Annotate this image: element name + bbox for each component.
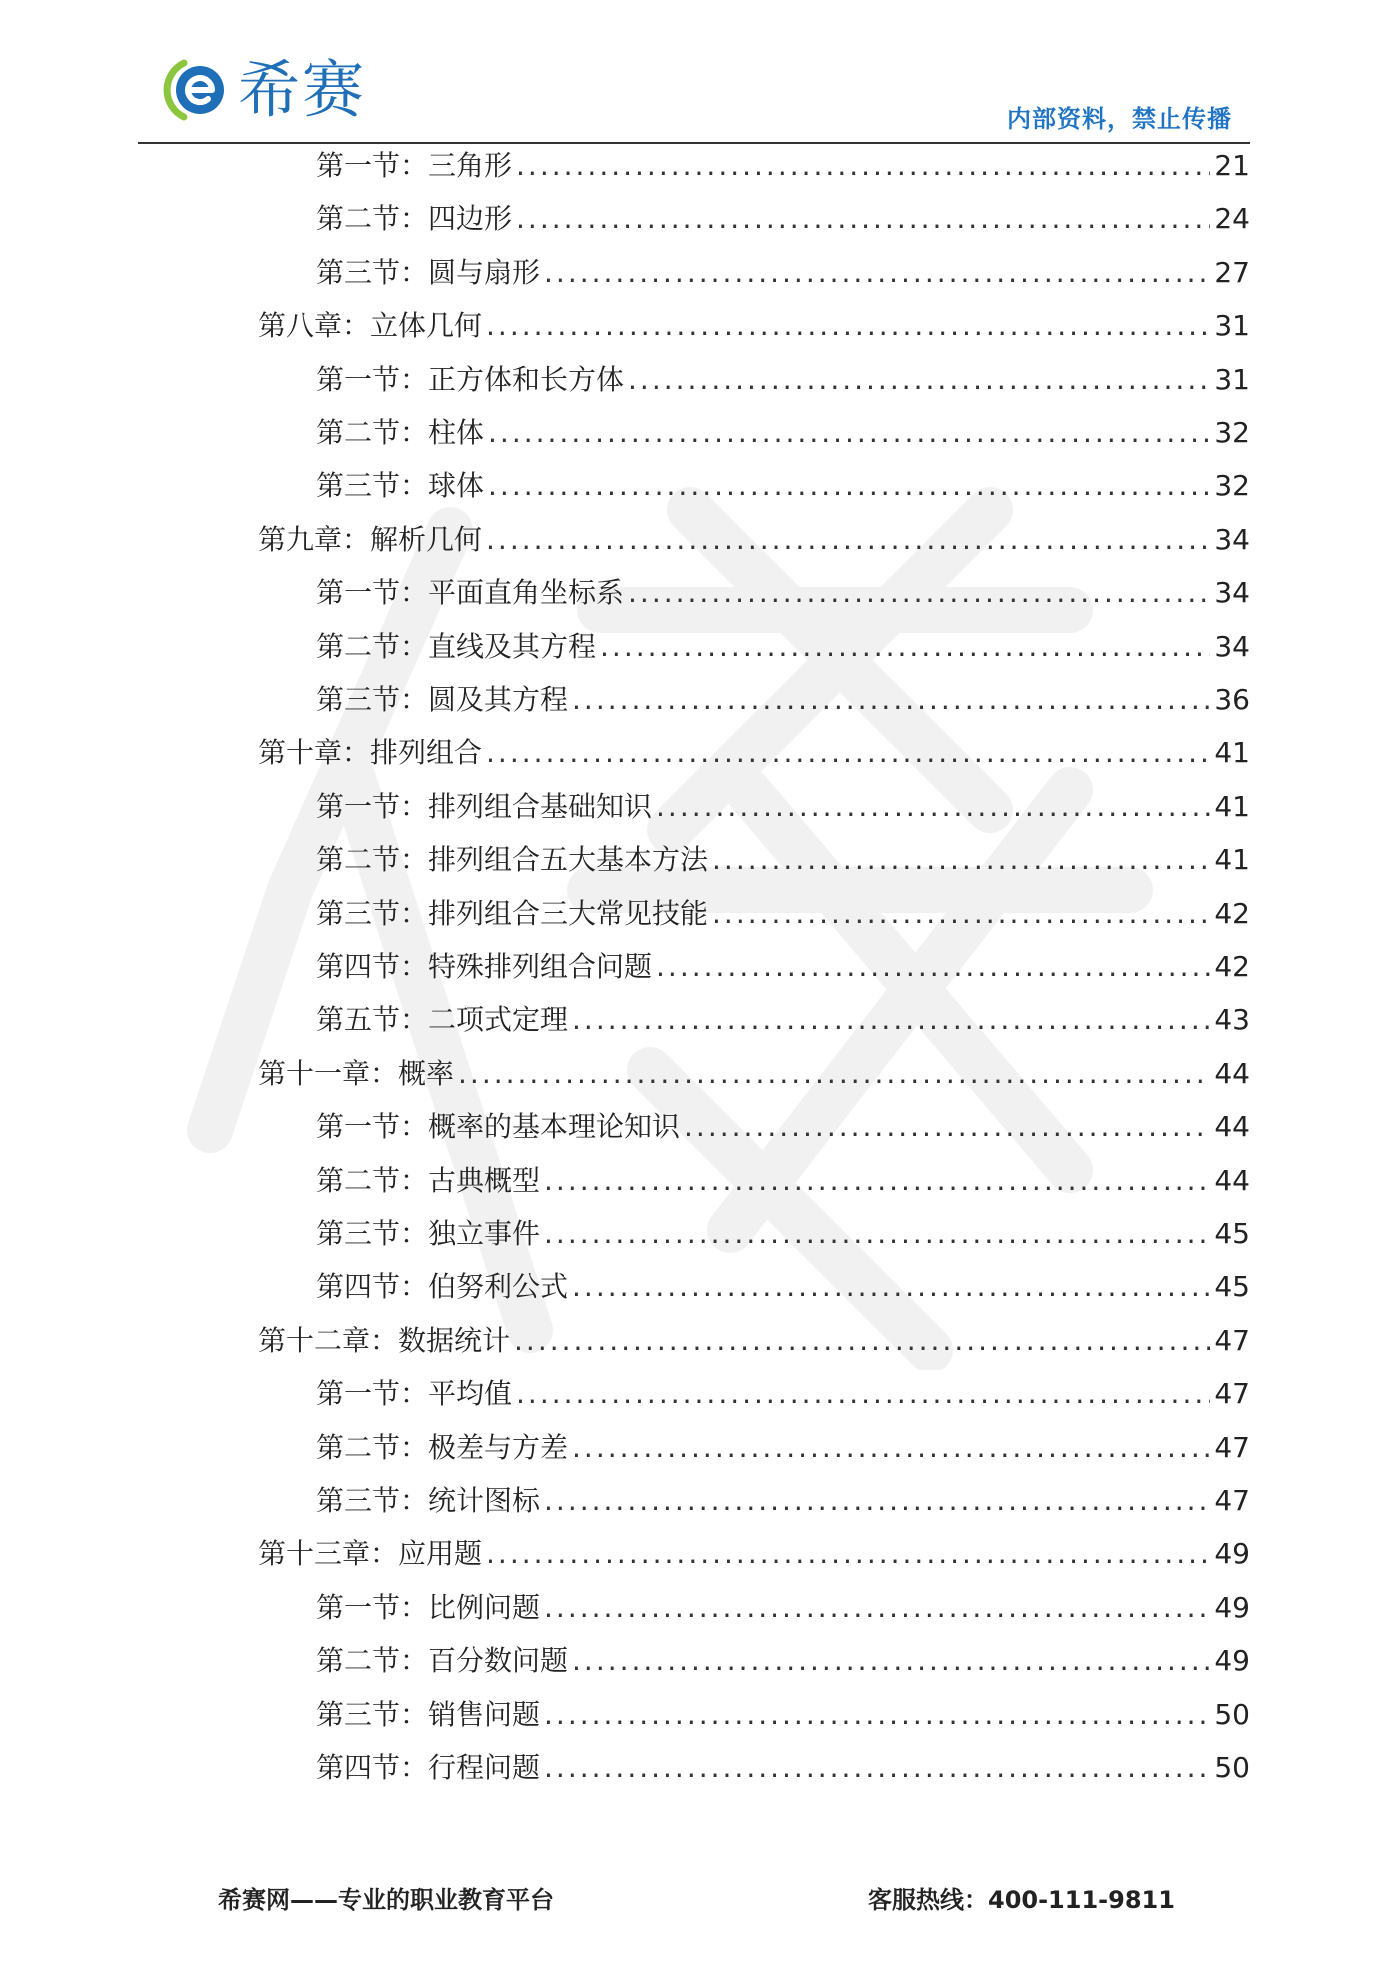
toc-section-entry[interactable] (316, 413, 1250, 453)
toc-entry-page-number: 34 (1214, 576, 1250, 610)
toc-entry-title: 第二节：百分数问题 (316, 1644, 569, 1678)
toc-section-entry[interactable] (316, 627, 1250, 667)
toc-section-entry[interactable] (316, 360, 1250, 400)
toc-entry-title: 第一节：排列组合基础知识 (316, 789, 653, 823)
toc-entry-page-number: 47 (1214, 1323, 1250, 1357)
toc-dot-leader (600, 627, 1210, 667)
toc-entry-title: 第十三章：应用题 (258, 1537, 483, 1571)
toc-dot-leader (712, 840, 1210, 880)
toc-chapter-entry[interactable] (258, 1534, 1250, 1574)
toc-entry-page-number: 47 (1214, 1377, 1250, 1411)
toc-section-entry[interactable] (316, 573, 1250, 613)
toc-entry-page-number: 50 (1214, 1751, 1250, 1784)
toc-section-entry[interactable] (316, 146, 1250, 186)
toc-entry-page-number: 45 (1214, 1217, 1250, 1250)
toc-dot-leader (572, 1428, 1210, 1468)
toc-entry-title: 第二节：排列组合五大基本方法 (316, 843, 709, 877)
toc-dot-leader (544, 1588, 1210, 1628)
toc-entry-page-number: 49 (1214, 1644, 1250, 1678)
toc-chapter-entry[interactable] (258, 520, 1250, 560)
toc-entry-title: 第二节：古典概型 (316, 1163, 541, 1197)
toc-entry-title: 第三节：排列组合三大常见技能 (316, 896, 709, 930)
footer-hotline: 客服热线：400-111-9811 (868, 1886, 1175, 1914)
toc-entry-title: 第八章：立体几何 (258, 309, 483, 343)
toc-section-entry[interactable] (316, 1267, 1250, 1307)
toc-dot-leader (544, 1214, 1210, 1254)
toc-entry-page-number: 47 (1214, 1484, 1250, 1517)
toc-entry-title: 第一节：概率的基本理论知识 (316, 1110, 681, 1144)
toc-dot-leader (544, 253, 1210, 293)
toc-section-entry[interactable] (316, 1588, 1250, 1628)
toc-entry-title: 第三节：销售问题 (316, 1697, 541, 1731)
toc-section-entry[interactable] (316, 1214, 1250, 1254)
toc-entry-page-number: 44 (1214, 1110, 1250, 1144)
toc-dot-leader (516, 1374, 1210, 1414)
toc-section-entry[interactable] (316, 1107, 1250, 1147)
toc-entry-page-number: 49 (1214, 1537, 1250, 1571)
logo-e-icon (162, 55, 232, 125)
toc-entry-page-number: 34 (1214, 629, 1250, 663)
toc-dot-leader (628, 360, 1210, 400)
toc-section-entry[interactable] (316, 1748, 1250, 1788)
toc-dot-leader (656, 947, 1210, 987)
toc-entry-title: 第五节：二项式定理 (316, 1003, 569, 1037)
page-footer (0, 1880, 1386, 1920)
toc-dot-leader (488, 413, 1210, 453)
toc-section-entry[interactable] (316, 1428, 1250, 1468)
toc-chapter-entry[interactable] (258, 306, 1250, 346)
toc-entry-page-number: 36 (1214, 683, 1250, 716)
toc-entry-page-number: 31 (1214, 362, 1250, 396)
toc-dot-leader (486, 520, 1210, 560)
toc-dot-leader (544, 1695, 1210, 1735)
toc-entry-page-number: 32 (1214, 469, 1250, 503)
toc-dot-leader (486, 733, 1210, 773)
toc-dot-leader (486, 1534, 1210, 1574)
toc-section-entry[interactable] (316, 1641, 1250, 1681)
toc-entry-title: 第一节：正方体和长方体 (316, 362, 625, 396)
toc-entry-title: 第二节：极差与方差 (316, 1430, 569, 1464)
toc-section-entry[interactable] (316, 787, 1250, 827)
toc-chapter-entry[interactable] (258, 1054, 1250, 1094)
toc-dot-leader (544, 1161, 1210, 1201)
toc-dot-leader (544, 1748, 1210, 1788)
toc-dot-leader (712, 894, 1210, 934)
toc-section-entry[interactable] (316, 947, 1250, 987)
toc-section-entry[interactable] (316, 840, 1250, 880)
toc-entry-title: 第一节：平面直角坐标系 (316, 576, 625, 610)
toc-section-entry[interactable] (316, 680, 1250, 720)
toc-entry-title: 第三节：统计图标 (316, 1484, 541, 1517)
toc-entry-page-number: 21 (1214, 149, 1250, 182)
toc-entry-title: 第二节：四边形 (316, 202, 513, 236)
toc-dot-leader (684, 1107, 1210, 1147)
toc-entry-page-number: 31 (1214, 309, 1250, 343)
toc-entry-page-number: 27 (1214, 255, 1250, 289)
toc-entry-title: 第四节：伯努利公式 (316, 1270, 569, 1304)
toc-dot-leader (572, 1267, 1210, 1307)
toc-entry-title: 第二节：柱体 (316, 416, 485, 449)
toc-section-entry[interactable] (316, 1161, 1250, 1201)
confidential-note: 内部资料，禁止传播 (1007, 105, 1232, 133)
toc-entry-page-number: 45 (1214, 1270, 1250, 1304)
toc-entry-title: 第三节：独立事件 (316, 1217, 541, 1250)
toc-entry-page-number: 42 (1214, 950, 1250, 983)
toc-dot-leader (516, 199, 1210, 239)
toc-entry-title: 第三节：球体 (316, 469, 485, 503)
toc-entry-title: 第十一章：概率 (258, 1056, 455, 1090)
toc-dot-leader (572, 680, 1210, 720)
toc-entry-title: 第四节：特殊排列组合问题 (316, 950, 653, 983)
toc-entry-title: 第十二章：数据统计 (258, 1323, 511, 1357)
toc-section-entry[interactable] (316, 199, 1250, 239)
toc-dot-leader (628, 573, 1210, 613)
toc-entry-title: 第三节：圆及其方程 (316, 683, 569, 716)
toc-entry-page-number: 42 (1214, 896, 1250, 930)
toc-section-entry[interactable] (316, 1481, 1250, 1521)
toc-entry-page-number: 41 (1214, 736, 1250, 770)
toc-entry-title: 第三节：圆与扇形 (316, 255, 541, 289)
toc-entry-page-number: 41 (1214, 789, 1250, 823)
toc-dot-leader (458, 1054, 1210, 1094)
toc-entry-title: 第一节：比例问题 (316, 1590, 541, 1624)
toc-section-entry[interactable] (316, 253, 1250, 293)
page-header (138, 50, 1250, 144)
toc-dot-leader (516, 146, 1210, 186)
toc-entry-page-number: 44 (1214, 1163, 1250, 1197)
toc-entry-title: 第十章：排列组合 (258, 736, 483, 770)
toc-dot-leader (656, 787, 1210, 827)
toc-section-entry[interactable] (316, 466, 1250, 506)
toc-dot-leader (488, 466, 1210, 506)
toc-entry-page-number: 44 (1214, 1056, 1250, 1090)
toc-entry-title: 第九章：解析几何 (258, 522, 483, 556)
toc-section-entry[interactable] (316, 1000, 1250, 1040)
toc-entry-title: 第二节：直线及其方程 (316, 629, 597, 663)
toc-dot-leader (572, 1641, 1210, 1681)
toc-entry-page-number: 34 (1214, 522, 1250, 556)
toc-section-entry[interactable] (316, 894, 1250, 934)
brand-logo (162, 50, 366, 130)
toc-section-entry[interactable] (316, 1695, 1250, 1735)
toc-entry-page-number: 49 (1214, 1590, 1250, 1624)
toc-dot-leader (514, 1321, 1210, 1361)
logo-text: 希赛 (238, 53, 367, 126)
toc-entry-page-number: 50 (1214, 1697, 1250, 1731)
toc-entry-page-number: 47 (1214, 1430, 1250, 1464)
toc-entry-page-number: 24 (1214, 202, 1250, 236)
toc-dot-leader (544, 1481, 1210, 1521)
toc-entry-title: 第四节：行程问题 (316, 1751, 541, 1784)
toc-entry-page-number: 43 (1214, 1003, 1250, 1037)
toc-chapter-entry[interactable] (258, 1321, 1250, 1361)
toc-entry-page-number: 32 (1214, 416, 1250, 449)
toc-chapter-entry[interactable] (258, 733, 1250, 773)
toc-entry-title: 第一节：平均值 (316, 1377, 513, 1411)
toc-dot-leader (486, 306, 1210, 346)
toc-entry-title: 第一节：三角形 (316, 149, 513, 182)
toc-section-entry[interactable] (316, 1374, 1250, 1414)
footer-slogan: 希赛网——专业的职业教育平台 (218, 1886, 554, 1914)
toc-dot-leader (572, 1000, 1210, 1040)
toc-entry-page-number: 41 (1214, 843, 1250, 877)
